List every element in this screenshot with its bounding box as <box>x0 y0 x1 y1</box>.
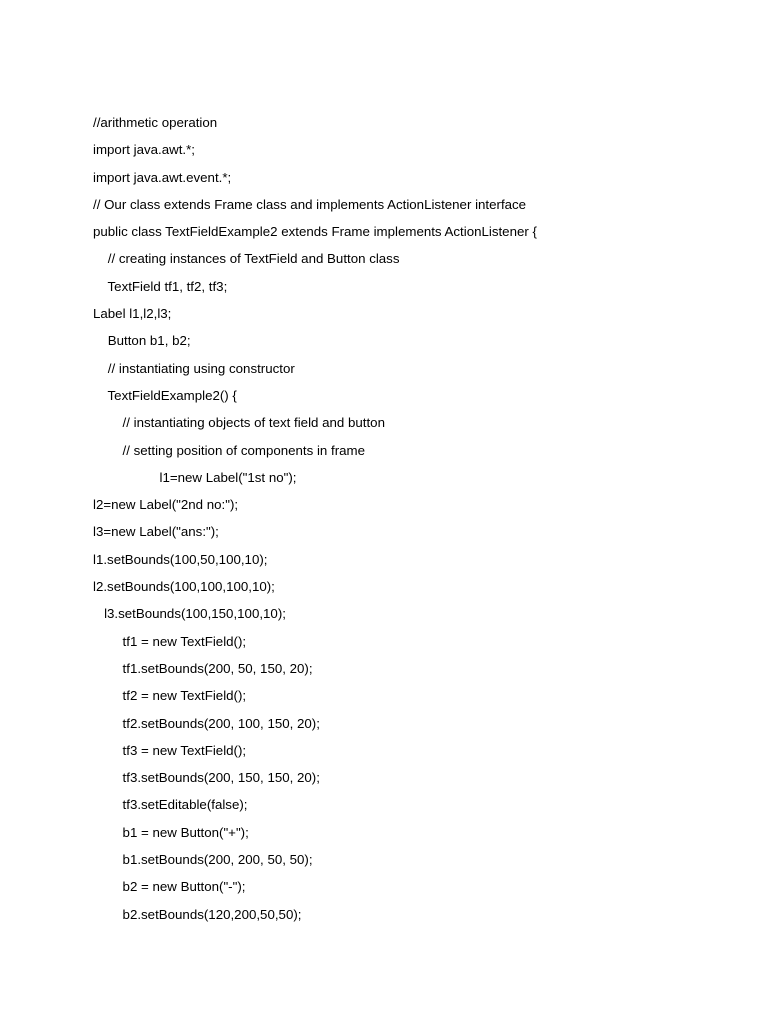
code-line: l3=new Label("ans:"); <box>93 524 219 540</box>
code-line: tf1 = new TextField(); <box>93 633 247 649</box>
code-line: l1.setBounds(100,50,100,10); <box>93 551 268 567</box>
code-line: tf3.setBounds(200, 150, 150, 20); <box>93 770 320 786</box>
code-line: l3.setBounds(100,150,100,10); <box>93 606 286 622</box>
code-line: Button b1, b2; <box>93 333 191 349</box>
code-line: // instantiating using constructor <box>93 360 295 376</box>
code-line: // Our class extends Frame class and implements ActionListener interface <box>93 196 527 212</box>
code-line: tf1.setBounds(200, 50, 150, 20); <box>93 660 313 676</box>
code-line: //arithmetic operation <box>93 115 218 130</box>
code-line: tf2 = new TextField(); <box>93 688 247 704</box>
code-line: // setting position of components in frame <box>93 442 365 458</box>
code-line: b1 = new Button("+"); <box>93 824 249 840</box>
code-line: // instantiating objects of text field and button <box>93 415 385 431</box>
code-line: tf3 = new TextField(); <box>93 742 247 758</box>
code-line: TextFieldExample2() { <box>93 387 237 403</box>
code-line: b2.setBounds(120,200,50,50); <box>93 906 302 922</box>
code-line: // creating instances of TextField and Button class <box>93 251 400 267</box>
code-line: b2 = new Button("-"); <box>93 879 246 895</box>
document-body <box>93 113 733 932</box>
code-line: tf2.setBounds(200, 100, 150, 20); <box>93 715 320 731</box>
code-line: import java.awt.*; <box>93 142 195 158</box>
code-line: l2.setBounds(100,100,100,10); <box>93 579 275 595</box>
code-line: b1.setBounds(200, 200, 50, 50); <box>93 852 313 868</box>
code-line: TextField tf1, tf2, tf3; <box>93 278 228 294</box>
code-line: l2=new Label("2nd no:"); <box>93 497 239 513</box>
code-line: Label l1,l2,l3; <box>93 306 172 322</box>
code-line: public class TextFieldExample2 extends Frame implements ActionListener { <box>93 224 537 240</box>
code-line: import java.awt.event.*; <box>93 169 232 185</box>
code-line: l1=new Label("1st no"); <box>93 469 297 485</box>
code-line: tf3.setEditable(false); <box>93 797 248 813</box>
